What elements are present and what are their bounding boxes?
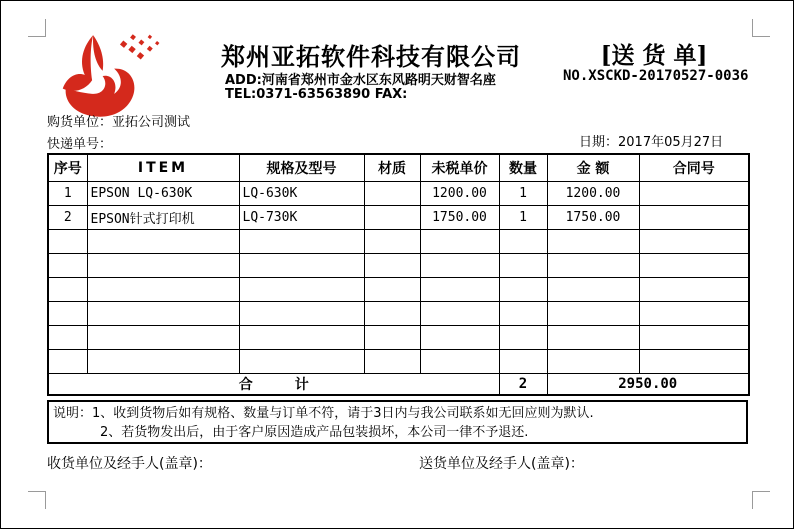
- cell-spec: LQ-730K: [239, 206, 364, 230]
- col-header-price: 未税单价: [420, 154, 499, 182]
- company-name: 郑州亚拓软件科技有限公司: [221, 42, 521, 71]
- date-label: 日期：: [579, 135, 619, 150]
- total-label: 合 计: [48, 374, 499, 396]
- company-logo-icon: [57, 33, 165, 123]
- date-value: 2017年05月27日: [618, 135, 724, 150]
- table-row-empty: [48, 350, 749, 374]
- company-tel: TEL:0371-63563890 FAX:: [225, 87, 408, 102]
- table-header-row: [48, 154, 749, 182]
- col-header-material: 材质: [364, 154, 420, 182]
- table-row: [48, 182, 749, 206]
- cell-amount: 1750.00: [547, 206, 639, 230]
- col-header-qty: 数量: [499, 154, 547, 182]
- date-line: [579, 131, 723, 150]
- tracking-number-line: [47, 133, 112, 152]
- notes-line-2: 2、若货物发出后，由于客户原因造成产品包装损坏，本公司一律不予退还.: [100, 425, 529, 440]
- print-margin-mark: [28, 19, 46, 37]
- cell-item: EPSON LQ-630K: [87, 182, 239, 206]
- cell-material: [364, 182, 420, 206]
- cell-qty: 1: [499, 182, 547, 206]
- buyer-value: 亚拓公司测试: [112, 115, 191, 130]
- print-margin-mark: [752, 491, 770, 509]
- table-row: [48, 206, 749, 230]
- col-header-spec: 规格及型号: [239, 154, 364, 182]
- total-row: [48, 374, 749, 396]
- cell-price: 1200.00: [420, 182, 499, 206]
- notes-label: 说明：: [53, 406, 93, 421]
- total-qty: 2: [499, 374, 547, 396]
- cell-contract: [639, 206, 749, 230]
- notes-box: [47, 400, 748, 444]
- cell-qty: 1: [499, 206, 547, 230]
- table-row-empty: [48, 230, 749, 254]
- buyer-line: [47, 111, 190, 130]
- print-margin-mark: [752, 19, 770, 37]
- cell-price: 1750.00: [420, 206, 499, 230]
- document-title: [送 货 单]: [600, 42, 708, 69]
- buyer-label: 购货单位：: [47, 115, 113, 130]
- cell-spec: LQ-630K: [239, 182, 364, 206]
- cell-item: EPSON针式打印机: [87, 206, 239, 230]
- cell-no: 1: [48, 182, 87, 206]
- col-header-item: ITEM: [87, 154, 239, 182]
- cell-no: 2: [48, 206, 87, 230]
- notes-line-1: [53, 404, 742, 423]
- tracking-label: 快递单号：: [47, 137, 113, 152]
- print-margin-mark: [28, 491, 46, 509]
- receiver-signature-label: 收货单位及经手人(盖章)：: [47, 456, 212, 472]
- table-row-empty: [48, 278, 749, 302]
- cell-material: [364, 206, 420, 230]
- col-header-amount: 金 额: [547, 154, 639, 182]
- table-row-empty: [48, 254, 749, 278]
- table-row-empty: [48, 326, 749, 350]
- document-number: NO.XSCKD-20170527-0036: [563, 68, 749, 84]
- col-header-no: 序号: [48, 154, 87, 182]
- table-row-empty: [48, 302, 749, 326]
- items-table: [47, 153, 750, 396]
- company-address: ADD:河南省郑州市金水区东风路明天财智名座: [225, 73, 496, 88]
- cell-amount: 1200.00: [547, 182, 639, 206]
- total-amount: 2950.00: [547, 374, 749, 396]
- col-header-contract: 合同号: [639, 154, 749, 182]
- cell-contract: [639, 182, 749, 206]
- notes-text-1: 1、收到货物后如有规格、数量与订单不符，请于3日内与我公司联系如无回应则为默认.: [92, 406, 594, 421]
- sender-signature-label: 送货单位及经手人(盖章)：: [419, 456, 584, 472]
